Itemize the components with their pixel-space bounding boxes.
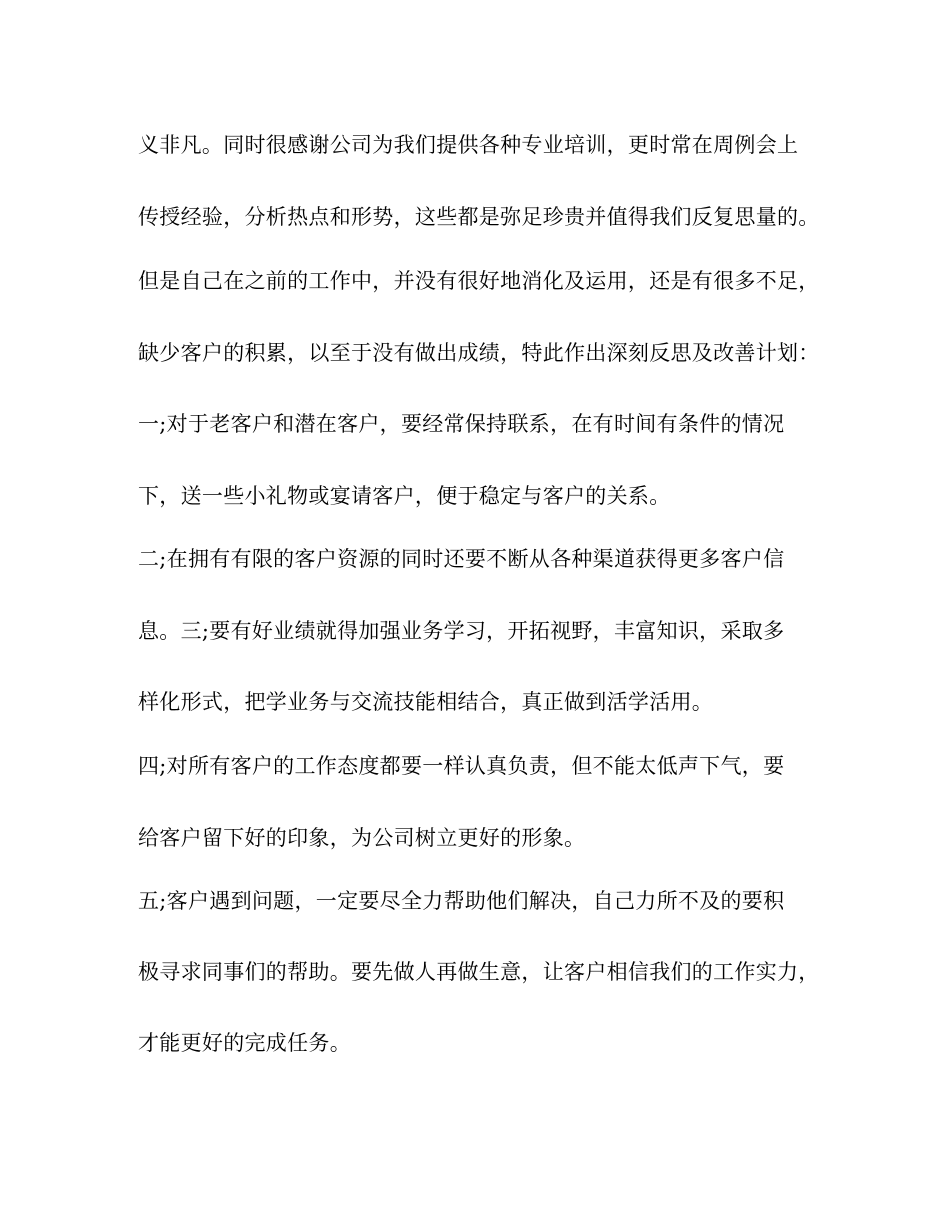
text-line-3: 但是自己在之前的工作中，并没有很好地消化及运用，还是有很多不足， [138, 269, 820, 293]
text-line-14: 才能更好的完成任务。 [138, 1031, 351, 1055]
text-line-6: 下，送一些小礼物或宴请客户，便于稳定与客户的关系。 [138, 484, 671, 508]
text-line-7: 二;在拥有有限的客户资源的同时还要不断从各种渠道获得更多客户信 [138, 547, 785, 571]
text-line-12: 五;客户遇到问题，一定要尽全力帮助他们解决，自己力所不及的要积 [138, 889, 785, 913]
text-line-5: 一;对于老客户和潜在客户，要经常保持联系，在有时间有条件的情况 [138, 412, 785, 436]
text-line-4: 缺少客户的积累，以至于没有做出成绩，特此作出深刻反思及改善计划： [138, 341, 820, 365]
text-line-9: 样化形式，把学业务与交流技能相结合，真正做到活学活用。 [138, 690, 714, 714]
text-line-2: 传授经验，分析热点和形势，这些都是弥足珍贵并值得我们反复思量的。 [138, 205, 820, 229]
text-line-10: 四;对所有客户的工作态度都要一样认真负责，但不能太低声下气，要 [138, 754, 785, 778]
text-line-13: 极寻求同事们的帮助。要先做人再做生意，让客户相信我们的工作实力， [138, 960, 820, 984]
text-line-1: 义非凡。同时很感谢公司为我们提供各种专业培训，更时常在周例会上 [138, 133, 799, 157]
text-line-11: 给客户留下好的印象，为公司树立更好的形象。 [138, 826, 586, 850]
text-line-8: 息。三;要有好业绩就得加强业务学习，开拓视野，丰富知识，采取多 [138, 619, 785, 643]
